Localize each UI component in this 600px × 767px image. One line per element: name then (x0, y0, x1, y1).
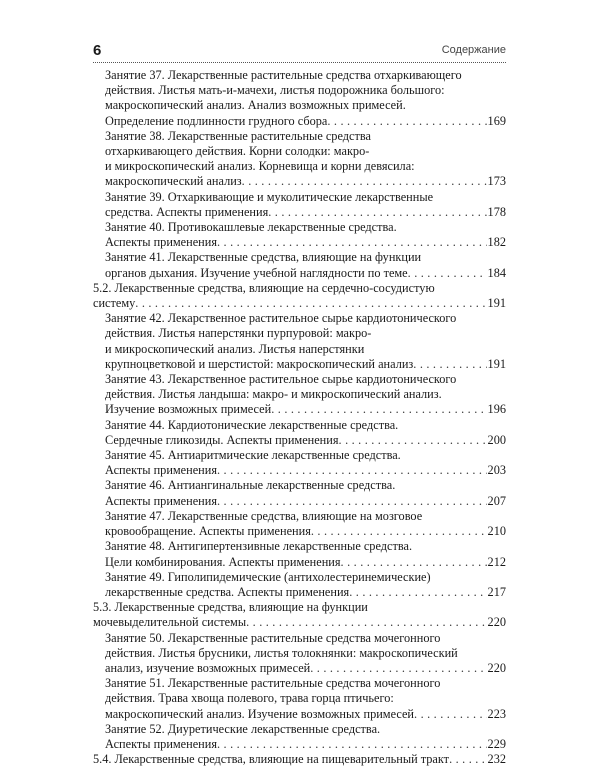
dot-leader (217, 235, 487, 250)
toc-entry-title: кровообращение. Аспекты применения (105, 524, 311, 539)
toc-entry-title: лекарственные средства. Аспекты применения (105, 584, 350, 599)
toc-entry-lesson[interactable] (93, 539, 506, 569)
toc-entry-title: органов дыхания. Изучение учебной наглядности по теме (105, 265, 408, 280)
toc-entry-title: систему (93, 296, 136, 311)
toc-entry-line: Занятие 48. Антигипертензивные лекарственные средства. (105, 539, 413, 554)
toc-entry-last-line (105, 585, 506, 600)
toc-page-number: 220 (487, 660, 506, 675)
toc-page-number: 212 (487, 554, 506, 569)
toc-entry-lesson[interactable] (93, 190, 506, 220)
toc-entry-line: Занятие 44. Кардиотонические лекарственные средства. (105, 417, 399, 432)
toc-page-number: 173 (487, 174, 506, 189)
dot-leader (341, 555, 487, 570)
toc-page-number: 184 (487, 265, 506, 280)
toc-entry-lesson[interactable] (93, 418, 506, 448)
toc-entry-last-line (93, 296, 506, 311)
toc-entry-lesson[interactable] (93, 722, 506, 752)
toc-entry-last-line (105, 433, 506, 448)
toc-entry-line: действия. Трава хвоща полевого, трава горца птичьего: (105, 691, 394, 706)
toc-entry-title: макроскопический анализ. Изучение возможных примесей (105, 706, 415, 721)
toc-entry-line: действия. Листья брусники, листья толокнянки: макроскопический (105, 645, 458, 660)
toc-entry-last-line (105, 661, 506, 676)
toc-entry-line: действия. Листья ландыша: макро- и микроскопический анализ. (105, 387, 442, 402)
toc-entry-last-line (93, 752, 506, 767)
header-divider (93, 62, 506, 63)
toc-entry-last-line (105, 524, 506, 539)
toc-page-number: 178 (487, 204, 506, 219)
toc-entry-title: 5.4. Лекарственные средства, влияющие на пищеварительный тракт (93, 752, 450, 767)
toc-entry-line: отхаркивающего действия. Корни солодки: макро- (105, 144, 370, 159)
toc-entry-line: Занятие 40. Противокашлевые лекарственные средства. (105, 220, 397, 235)
toc-entry-lesson[interactable] (93, 478, 506, 508)
toc-entry-lesson[interactable] (93, 631, 506, 677)
dot-leader (246, 615, 486, 630)
toc-entry-lesson[interactable] (93, 448, 506, 478)
toc-entry-title: средства. Аспекты применения (105, 204, 269, 219)
toc-entry-title: Аспекты применения (105, 736, 217, 751)
toc-entry-last-line (105, 235, 506, 250)
dot-leader (242, 174, 487, 189)
toc-page-number: 220 (487, 615, 506, 630)
toc-entry-title: макроскопический анализ (105, 174, 242, 189)
toc-entry-lesson[interactable] (93, 311, 506, 372)
toc-entry-section[interactable] (93, 281, 506, 311)
toc-page-number: 182 (487, 235, 506, 250)
dot-leader (414, 707, 487, 722)
toc-entry-line: 5.2. Лекарственные средства, влияющие на сердечно-сосудистую (93, 280, 435, 295)
toc-page-number: 169 (487, 113, 506, 128)
toc-page-number: 232 (487, 752, 506, 767)
toc-entry-lesson[interactable] (93, 129, 506, 190)
toc-entry-line: Занятие 51. Лекарственные растительные средства мочегонного (105, 676, 441, 691)
toc-page-number: 196 (487, 402, 506, 417)
toc-page-number: 200 (487, 432, 506, 447)
toc-entry-title: Сердечные гликозиды. Аспекты применения (105, 432, 339, 447)
toc-entry-last-line (105, 463, 506, 478)
toc-entry-line: Занятие 42. Лекарственное растительное сырье кардиотонического (105, 311, 457, 326)
toc-entry-section[interactable] (93, 600, 506, 630)
dot-leader (339, 433, 487, 448)
toc-entry-line: и микроскопический анализ. Корневища и корни девясила: (105, 159, 415, 174)
running-title: Содержание (441, 44, 506, 56)
toc-entry-last-line (105, 707, 506, 722)
toc-entry-lesson[interactable] (93, 570, 506, 600)
toc-entry-lesson[interactable] (93, 676, 506, 722)
dot-leader (268, 205, 486, 220)
toc-entry-lesson[interactable] (93, 372, 506, 418)
dot-leader (217, 463, 487, 478)
toc-entry-title: Аспекты применения (105, 493, 217, 508)
toc-entry-last-line (105, 174, 506, 189)
dot-leader (327, 114, 486, 129)
dot-leader (310, 661, 486, 676)
toc-page-number: 191 (487, 296, 506, 311)
dot-leader (413, 357, 486, 372)
toc-entry-line: макроскопический анализ. Анализ возможных примесей. (105, 98, 406, 113)
toc-page-number: 203 (487, 463, 506, 478)
toc-page-number: 207 (487, 493, 506, 508)
toc-entry-line: Занятие 50. Лекарственные растительные средства мочегонного (105, 630, 441, 645)
toc-entry-last-line (93, 615, 506, 630)
dot-leader (349, 585, 486, 600)
toc-page-number: 229 (487, 736, 506, 751)
toc-entry-last-line (105, 555, 506, 570)
toc-entry-title: Аспекты применения (105, 463, 217, 478)
toc-entry-title: Аспекты применения (105, 235, 217, 250)
toc-entry-line: Занятие 43. Лекарственное растительное сырье кардиотонического (105, 372, 457, 387)
table-of-contents (93, 68, 506, 767)
toc-entry-last-line (105, 114, 506, 129)
dot-leader (135, 296, 486, 311)
toc-entry-lesson[interactable] (93, 509, 506, 539)
toc-entry-lesson[interactable] (93, 220, 506, 250)
toc-entry-title: крупноцветковой и шерстистой: макроскопический анализ (105, 356, 414, 371)
toc-entry-line: Занятие 38. Лекарственные растительные средства (105, 128, 371, 143)
toc-entry-lesson[interactable] (93, 68, 506, 129)
toc-entry-last-line (105, 205, 506, 220)
toc-entry-line: Занятие 52. Диуретические лекарственные средства. (105, 721, 381, 736)
toc-entry-last-line (105, 266, 506, 281)
toc-entry-title: Цели комбинирования. Аспекты применения (105, 554, 341, 569)
toc-page-number: 191 (487, 356, 506, 371)
toc-entry-line: Занятие 46. Антиангинальные лекарственные средства. (105, 478, 396, 493)
toc-entry-line: Занятие 49. Гиполипидемические (антихолестеринемические) (105, 569, 431, 584)
page-header (93, 42, 506, 62)
dot-leader (408, 266, 487, 281)
toc-entry-section[interactable] (93, 752, 506, 767)
toc-entry-last-line (105, 402, 506, 417)
toc-entry-line: действия. Листья мать-и-мачехи, листья подорожника большого: (105, 83, 445, 98)
toc-entry-title: Определение подлинности грудного сбора (105, 113, 328, 128)
toc-entry-title: Изучение возможных примесей (105, 402, 272, 417)
toc-page-number: 210 (487, 524, 506, 539)
page-number: 6 (93, 42, 102, 59)
toc-entry-title: анализ, изучение возможных примесей (105, 660, 311, 675)
dot-leader (217, 494, 487, 509)
toc-entry-last-line (105, 494, 506, 509)
toc-page-number: 223 (487, 706, 506, 721)
toc-entry-line: Занятие 45. Антиаритмические лекарственные средства. (105, 448, 401, 463)
dot-leader (449, 752, 486, 767)
toc-entry-line: Занятие 41. Лекарственные средства, влияющие на функции (105, 250, 422, 265)
toc-entry-line: Занятие 37. Лекарственные растительные средства отхаркивающего (105, 68, 462, 82)
toc-entry-line: Занятие 47. Лекарственные средства, влияющие на мозговое (105, 508, 423, 523)
toc-entry-title: мочевыделительной системы (93, 615, 247, 630)
toc-entry-line: 5.3. Лекарственные средства, влияющие на функции (93, 600, 368, 615)
toc-entry-line: и микроскопический анализ. Листья наперстянки (105, 341, 365, 356)
toc-page-number: 217 (487, 584, 506, 599)
toc-entry-line: действия. Листья наперстянки пурпуровой: макро- (105, 326, 372, 341)
toc-entry-last-line (105, 357, 506, 372)
dot-leader (311, 524, 487, 539)
dot-leader (271, 402, 486, 417)
toc-entry-line: Занятие 39. Отхаркивающие и муколитические лекарственные (105, 189, 434, 204)
toc-entry-lesson[interactable] (93, 250, 506, 280)
